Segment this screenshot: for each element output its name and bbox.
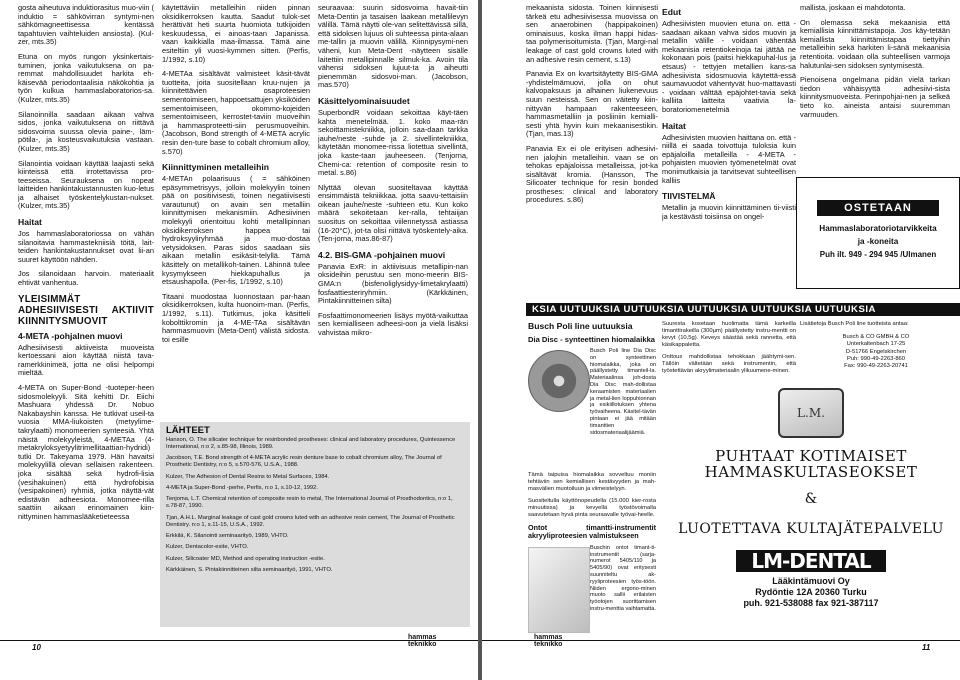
disc-title: Dia Disc - synteettinen hiomalaikka <box>528 335 656 344</box>
page-number-right: 11 <box>922 643 931 652</box>
section-heading: YLEISIMMÄT ADHESIIVISESTI AKTIIVIT KIINNITYSMUOVIT <box>18 293 154 327</box>
brand-word-2-right: teknikko <box>534 641 563 648</box>
contact-line-2: Unterkaltenbach 17-25 <box>846 341 906 348</box>
ad-line-2: HAMMASKULTASEOKSET <box>704 463 918 481</box>
paragraph: Adhesiivisten muovien etuna on. että - saadaan aikaan vahva sidos muovin ja metallin välille - voidaan vähentää mekaanisia retentiokeinoja tai jättää ne kokonaan pois (paitsi hiekkapuhal-lus ja etsaus) - tettyjen metallien kans-sa adhesiivista sidosmuovia käytettä-essä saumavuodot vähentyvät huo-mattavasti - voidaan välttää epäjohtet-tavia sekä kalliita laitteita vaativia la-boratoriomenetelmiä <box>662 19 796 114</box>
ad-company: Lääkintämuovi Oy <box>772 576 850 586</box>
ad-line-3: LUOTETTAVA KULTAJÄTEPALVELU <box>678 521 944 537</box>
paragraph: Panavia ExR: in aktiivisuus metallipin-nan oksideihin perustuu sen mono-meerin BIS-GMA:n (bisfenoliglysidyy-limetakrylaatti) fosfaattiesteriryhmiin. (Kärkkäinen, Pintakiinnitteinen silta) <box>318 261 468 306</box>
reference-item: Tjan, A.H.L. Marginal leakage of cast gold crowns luted with an adhesive resin cement, The Journal of Prosthetic Dentistry. n:o 1, s.11-15, U.S.A., 1992. <box>166 514 455 528</box>
dia-disc-image <box>528 350 590 412</box>
page-number: 10 <box>32 643 41 652</box>
disc-description-2: Tämä taipuisa hiomalaikka sovveltuu moniin tehtäviin sen kemiallisen kestävyyden ja mah-masvälien muotoiluun ja viimeistelyyn. <box>528 472 656 492</box>
paragraph: Pienoisena ongelmana pidän vielä tarkan tiedon vähäisyyttä adhesiivi-sista kiinnitysmuoveista. Perinpohjai-nen ja selkeä tieto ko. aineista antaisi suuremman varmuuden. <box>800 75 950 119</box>
ad-seal-text: L.M. <box>797 406 825 420</box>
reference-item: Hanson, O. The silicater technique for resinbonded prostheses: clinical and laboratory procedures, Quintessence International, n:o 2, s.85-98, Illinois, 1989. <box>166 437 456 451</box>
tool-description: Buschin ontot timant-ti-instrumentit (sarja-numerot 5405/110 ja 5405/90) ovat eritysesti suunniteltu ak-ryyliproteesien työs-töön. Niiden ergono-minen muoto sallii erilaisten työotojen suorittamisen instru-menttia vaihtamatta. <box>590 544 656 612</box>
hollow-instrument-image <box>528 547 590 633</box>
section-heading: 4.2. BIS-GMA -pohjainen muovi <box>318 249 446 260</box>
ad-seal <box>778 388 844 438</box>
news-banner: KSIA UUTUUKSIA UUTUUKSIA UUTUUKSIA UUTUUKSIA UUTUUKSIA <box>526 303 960 316</box>
news-column-2 <box>662 321 796 381</box>
news-instrument-weight: Suuresta kosetaan huolimatta tämä karkeilla timanttirakeilla (300µm) päällystetty instru-mentti on kevyt (10,5g). Keveys säästää sekä rannetta, että käsikappaletta. <box>662 321 796 348</box>
paragraph: Jos silanoidaan harvoin. materiaalit ehtivät vanhentua. <box>18 269 154 288</box>
brand-logo-right <box>534 634 562 648</box>
brand-logo <box>408 634 436 648</box>
tool-title: Ontot timantti-instrumentit akryyliproteesien valmistukseen <box>528 523 656 541</box>
references-list <box>166 437 464 574</box>
paragraph: Titaani muodostaa luonnostaan par-haan oksidikerroksen, kulta huonoim-man. (Perfis, 1/1992, s.11). Tutkimus, joka käsitteli kobolttikromin ja 4-ME-TAa sisältävän hammasmuovin (Meta-Dent) välistä sidosta. toi esille <box>162 291 310 344</box>
paragraph: 4-METAa sisältävät valmisteet käsit-tävät tuotteita, joita suositellaan kruu-nujen ja kiinnitettävien osaproteesien sementoimiseen, happoetsattujen yksiköiden sementoimiseen, okommo-kojeiden sementoimiseen, kerrostet-taviin muoveihin ja hammasproteetti-siin perusmuoveihin. (Jacobson, Bond strength of 4-META acrylic resin den-ture base to cobalt chromium alloy, s.570) <box>162 69 310 156</box>
footer-rule <box>0 640 478 641</box>
wanted-phone: Puh ilt. 949 - 294 945 /Ulmanen <box>819 250 937 259</box>
lm-dental-ad <box>662 384 960 636</box>
reference-item: Kulzer, Silicoater MD, Method and operating instruction -esite. <box>166 555 325 562</box>
section-heading: TIIVISTELMÄ <box>662 191 716 202</box>
paragraph: Adhesiivisten muovien haittana on. että - niillä ei saada toivottuja tuloksia kuin epäjaloilla metalleilla - 4-META -pohjaisten muovien työmenetelmät ovat monimutkaisia ja tarvitsevat suhteellisen kalliis <box>662 132 796 185</box>
left-column-3 <box>318 4 468 418</box>
paragraph: Panavia Ex on kvartsitäytetty BIS-GMA -yhdistelmämuovi, jolla on ohut kalvopaksuus ja alhainen liukenevuus suun nesteissä. Sen on väitetty kiin-nittyvän hampaan rakenteeseen, hammasmetalliin ja posliiniin kemialli-sesti yhtä hyvin kuin mekaanisestikin. (Tjan, mas.13) <box>526 69 658 139</box>
brand-word-2: teknikko <box>408 641 437 648</box>
news-column-1 <box>528 321 656 636</box>
right-column-3 <box>800 4 950 174</box>
brand-word-1: hammas <box>408 634 437 641</box>
ad-line-1: PUHTAAT KOTIMAISET <box>715 447 907 465</box>
reference-item: Kulzer, The Adhesion of Dental Resins to Metal Surfaces, 1984. <box>166 473 330 480</box>
reference-item: Kärkkäinen, S. Pintakiinnitteinen silta seminaarityö, 1991, VHTO. <box>166 566 333 573</box>
paragraph: 4-METAn polaarisuus ( = sähköinen epäsymmetrisyys, jolloin molekyylin toinen pää on positiivisesti, toinen negatiivisesti varautunut) on avain sen metalliin kiinnittymisen mekanismiin. Adhesiivinen molekyyli orientoituu kohti metallipinnan oksidikerroksen happea tai hydroksyyliryhmää ja muo-dostaa vetysidoksen. Paras sidos saadaan siis aikaan metallin esikäsit-telyllä. Tämä käsittely on metallikoh-tainen. Lähinnä tulee kysymykseen hiekkapuhallus ja etsaushapolla. (Per-fis, 1/1992, s.10) <box>162 174 310 287</box>
paragraph: Jos hammaslaboratoriossa on vähän silanoitavia hammastekniisiä töitä, lait-teiden hankintakustannukset ovat lii-an suuret käyttöön nähden. <box>18 229 154 264</box>
section-heading: Edut <box>662 7 682 17</box>
references-title: LÄHTEET <box>166 425 210 436</box>
news-instrument-cooling: Onttous mahdollistaa tehokkaan jäähtymi-sen. Tällöin vältetään sekä instrumentin, että työstettävän akryylimateriaalin ylikuumene-minen. <box>662 354 796 374</box>
brand-word-1-right: hammas <box>534 634 563 641</box>
paragraph: seuraavaa: suurin sidosvoima havait-tiin Meta-Dentin ja tasaisen laakean metallilevyn välillä. Tämä näytti ole-van selitettävissä sillä, että sidoksen lujuus oli suhteessa pinta-alaan me-tallin ja muovin välillä. Kiinnipysymi-nen väheni, kun Meta-Dent -näytteen sisälle laitettiin metallipinnalle silmuk-ka. Avoin tila vähensi sidoksen lujuut-ta ja aiheutti pienemmän sidosvoi-man. (Jacobson, mas.570) <box>318 4 468 90</box>
right-column-1 <box>526 4 658 300</box>
disc-description: Busch Poli line Dia Disc on synteettinen hiomalaikka, joka on päällystetty timanteil-la. Materiaalinsa joh-dosta Dia Disc mah-dollistaa keraamisten materiaalien ja metal-lien loppuhionnan ja esikiillotuksen yhtena työvaiheena. Käsitel-tävän pintaan ei jää mitään timanttien sidosmateriaalijäämiä. <box>590 348 656 436</box>
right-page <box>482 0 960 680</box>
contact-line-5: Fax: 990-49-2263-20741 <box>844 363 908 370</box>
paragraph: Etuna on myös rungon yksinkertais-tuminen, jonka vaikutuksena on pa-remmat mahdollisuudet harkita eh-käisevää periodontaalisia näkökohtia ja työn kulkua hammaslaboratorios-sa. (Kulzer, mts.35) <box>18 51 154 104</box>
wanted-title: OSTETAAN <box>817 200 939 216</box>
contact-line-3: D-51766 Engelskirchen <box>845 348 907 355</box>
ad-logo <box>736 550 886 572</box>
paragraph: mallista, joskaan ei mahdotonta. <box>800 4 906 12</box>
ad-ampersand: & <box>804 491 818 507</box>
news-subtitle: Busch Poli line uutuuksia <box>528 321 633 331</box>
section-heading: 4-META -pohjalnen muovi <box>18 330 123 341</box>
paragraph: On olemassa sekä mekaanisia että kemiallisia kiinnittämistapoja. Jos käy-tetään kemiallista kiinnittämistapaa tiettyihin metalleihin sekä harkiten li-sänä mekaanisia retentioita. voidaan olla suhteellisen varmoja halutunlai-sen sidoksen syntymisestä. <box>800 17 950 70</box>
section-heading: Kiinnittyminen metalleihin <box>162 162 269 173</box>
ad-logo-text: LM-DENTAL <box>751 549 871 573</box>
paragraph: mekaanista sidosta. Toinen kiinnisesti tärkeä etu adhesiivisessa muovissa on sen anaerobinen (happipakoinen) ominaisuus, koska ilman happi hidas-taa polymerisoitumista. (Tjan, Margi-nal leakage of cast gold crowns luted with an adhesive resin cement, s.13) <box>526 4 658 64</box>
ad-phone: puh. 921-538088 fax 921-387117 <box>743 598 879 608</box>
paragraph: SuperbondR voidaan sekoittaa käyt-täen kahta menetelmää. 1. koko maa-rän sekoittamistekniikka, jolloin saa-daan tarkka jauhe/neste -suhde ja 2. sivellintekniikka, käytetään monomee-rissa liotettua sivellintä, joka kaste-taan jauheeseen. (Tenjorna, Chemi-ca: retention of composite resin to metal. s.86) <box>318 107 468 178</box>
reference-item: Tenjoma, L.T. Chemical retention of composite resin to metal, The International Journal of Prosthodontics, n:o 1, s.78-87, 1990. <box>166 496 453 510</box>
reference-item: Kulzer, Dentacolor-esite, VHTO. <box>166 544 249 551</box>
tool-block <box>528 545 656 635</box>
contact-block <box>800 321 952 381</box>
section-heading: Haitat <box>18 217 42 228</box>
wanted-line-2: ja -koneita <box>857 237 899 246</box>
reference-item: Erkkilä, K. Silanointi seminaarityö, 1989, VHTO. <box>166 533 289 540</box>
left-column-2 <box>162 4 310 418</box>
paragraph: Nlyttää olevan suositeltavaa käyttää ensimmäistä tekniikkaa. jotta saavu-tettaisiin oikean jauhe/neste -suhteen etu. Kun koko määrä sekoitetaan ker-ralla, tehtaiijan suositus on sekoittaa viilennetyssä astiassa (16-20°C), jot-ta olisi riittävä työskentely-aika. (Ten-jorna, mas.86-87) <box>318 182 468 244</box>
contact-line-1: Busch & CO GMBH & CO <box>842 334 910 341</box>
disc-block <box>528 348 656 472</box>
reference-item: Jacobson, T.E. Bond strength of 4-META acrylic resin denture base to cobalt chromium alloy, The Journal of Prosthetic Dentistry, n:o 5, s.570-576, U.S.A., 1988. <box>166 455 442 469</box>
contact-lead: Lisätietoja Busch Poli line tuotteista antaa: <box>800 321 909 327</box>
paragraph: käytettäviin metalleihin niiden pinnan oksidikerroksen kautta. Saadut tulok-set herättivät heti suurta huomiota tutkijoiden keskuudessa, ei ainoas-taan Japanissa. vaan kaikkialla maa-ilmassa. Tämä aine esiteltiin yli vuosi-kymmen sitten. (Perfis, 1/1992, s.10) <box>162 4 310 64</box>
left-column-1 <box>18 4 154 634</box>
paragraph: Silanoinnilla saadaan aikaan vahva sidos, jonka vaikutuksena on riittävä sidosvoima suussa olevia paine-, läm-pötila-, ja kosteusvaikutuksia vastaan. (Kulzer, mts.35) <box>18 109 154 153</box>
disc-description-3: Suositeltulla käyttönopeudella (15.000 kier-rosta minuutissa) ja kevyellä työstövoimalla saavutetaan hyvä pinta seuraavalle työvai-heelle. <box>528 498 656 518</box>
reference-item: 4-META ja Super-Bond -perhe, Perfis, n:o 1, s.10-12, 1992. <box>166 485 318 492</box>
wanted-line-1: Hammaslaboratoriotarvikkeita <box>819 224 937 233</box>
ad-address: Rydöntie 12A 20360 Turku <box>755 587 867 597</box>
paragraph: 4-META on Super-Bond -tuoteper-heen sidosmolekyyli. Sitä kehitti Dr. Eiichi Mashuara yhdessä Dr. Nobuo Nakabayshin kanssa. He tutkivat useil-ta vuosia MMA-liukoisten (metyylime-takrylaatti) monomeerien synteesiä. Yhtä näistä molekyyleistä, 4-METAa (4-metakryloksyetyylitrimellitaattian-hydridi) tutki Dr. Takeyama 1979. Hän havaitsi molekyylillä olevan sellaisen rakenteen. joka sisältää sekä hydrofi-lisia (vesihakuinen) että hydrofobisia (vesipakoinen) ryhmiä, jotka näyttä-vät edistävän adheesiota. Monomee-rilla saattiin aikaan erinomainen kiin-nittyminen hammaslääketieteessa <box>18 383 154 521</box>
references-box <box>160 422 470 627</box>
paragraph: Fosfaattimonomeerien lisäys myötä-vaikuttaa sen kemialliseen adheesi-oon ja vielä lisäksi vahvistaa mikro- <box>318 310 468 337</box>
paragraph: Adhesiivisesti aktiiveista muoveista kertoessani aion käyttää niistä tava-ramerkkinimeä, jotta ne olisi helpompi mieltää. <box>18 342 154 378</box>
contact-line-4: Puh: 990-49-2263-860 <box>846 355 905 362</box>
section-heading: Käsittelyominaisuudet <box>318 95 410 106</box>
paragraph: Silanointia voidaan käyttää laajasti sekä kiinteissä että irrotettavissa pro-teeseissa. Seurauksena on nopeat laitteiden hankintakustannusten kuo-letus ja alhaiset työskentelykustan-nukset. (Kulzer, mts.35) <box>18 158 154 211</box>
paragraph: Metallin ja muovin kiinnittäminen tii-viisti ja kestävästi toisiinsa on ongel- <box>662 203 796 221</box>
right-column-2 <box>662 4 796 300</box>
left-page <box>0 0 478 680</box>
paragraph: Panavia Ex ei ole erityisen adhesiivi-nen jalojhin metalleihin. vaan se on tehokas epäjaloissa metalleissa, jot-ka sisältävät kromia. (Hansson, The Silicoater technique for resin bonded prostheses: clinical and laboratory procedures. s.86) <box>526 143 658 205</box>
section-heading: Haitat <box>662 120 686 131</box>
wanted-box <box>796 177 960 289</box>
paragraph: gosta aiheutuva induktiorasitus muo-viin ( induktio = sähkövirran syntymi-nen sähkömagneettisessa kentässä tapahtuvien vaihteluiden ansiosta). (Kul-zer, mts.35) <box>18 4 154 47</box>
